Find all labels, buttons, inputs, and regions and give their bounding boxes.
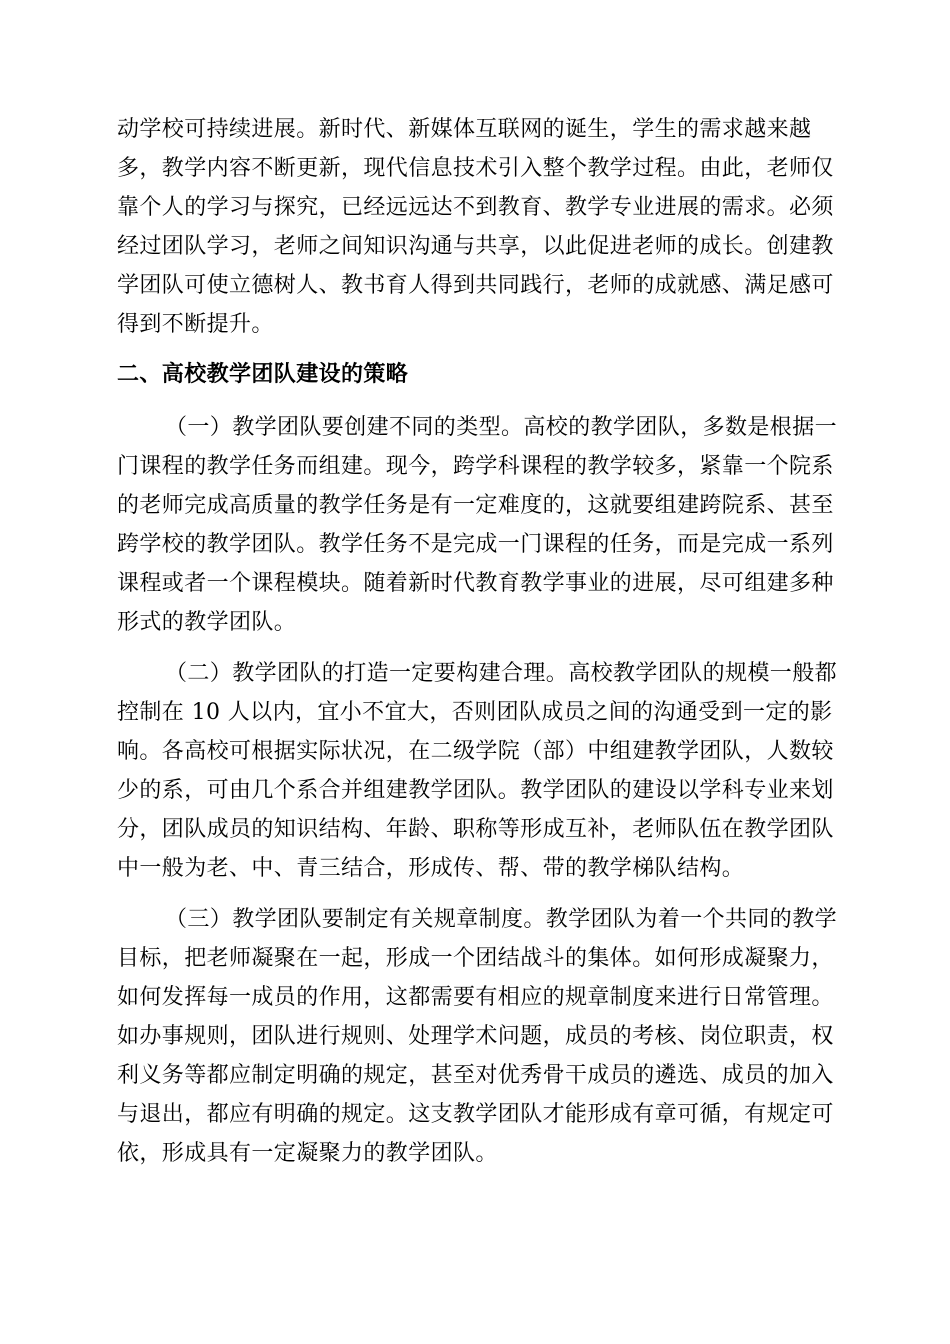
paragraph-three: [117, 900, 838, 1173]
section-heading: 二、高校教学团队建设的策略: [117, 362, 409, 387]
text-line: 课程或者一个课程模块。随着新时代教育教学事业的进展，尽可组建多种: [117, 571, 834, 596]
text-line: 如何发挥每一成员的作用，这都需要有相应的规章制度来进行日常管理。: [117, 985, 834, 1010]
text-line: 控制在 10 人以内，宜小不宜大，否则团队成员之间的沟通受到一定的影: [117, 700, 833, 725]
intro-paragraph: [117, 110, 835, 344]
text-line: 中一般为老、中、青三结合，形成传、帮、带的教学梯队结构。: [117, 856, 745, 881]
text-line: 分，团队成员的知识结构、年龄、职称等形成互补，老师队伍在教学团队: [117, 817, 834, 842]
text-line: 响。各高校可根据实际状况，在二级学院（部）中组建教学团队，人数较: [117, 739, 834, 764]
text-line: 与退出，都应有明确的规定。这支教学团队才能形成有章可循，有规定可: [117, 1102, 834, 1127]
text-line: 门课程的教学任务而组建。现今，跨学科课程的教学较多，紧靠一个院系: [117, 454, 834, 479]
paragraph-one: [117, 408, 838, 642]
text-line: 动学校可持续进展。新时代、新媒体互联网的诞生，学生的需求越来越: [117, 117, 812, 142]
text-line: 学团队可使立德树人、教书育人得到共同践行，老师的成就感、满足感可: [117, 273, 834, 298]
paragraph-two: [117, 654, 838, 888]
text-line: 如办事规则，团队进行规则、处理学术问题，成员的考核、岗位职责，权: [117, 1024, 834, 1049]
text-line: 经过团队学习，老师之间知识沟通与共享，以此促进老师的成长。创建教: [117, 234, 834, 259]
text-line: （一）教学团队要创建不同的类型。高校的教学团队，多数是根据一: [165, 415, 838, 440]
text-line: （二）教学团队的打造一定要构建合理。高校教学团队的规模一般都: [165, 661, 838, 686]
text-line: 少的系，可由几个系合并组建教学团队。教学团队的建设以学科专业来划: [117, 778, 834, 803]
text-line: 多，教学内容不断更新，现代信息技术引入整个教学过程。由此，老师仅: [117, 156, 834, 181]
text-line: （三）教学团队要制定有关规章制度。教学团队为着一个共同的教学: [165, 907, 838, 932]
text-line: 利义务等都应制定明确的规定，甚至对优秀骨干成员的遴选、成员的加入: [117, 1063, 834, 1088]
text-line: 的老师完成高质量的教学任务是有一定难度的，这就要组建跨院系、甚至: [117, 493, 834, 518]
text-line: 依，形成具有一定凝聚力的教学团队。: [117, 1141, 498, 1166]
text-line: 靠个人的学习与探究，已经远远达不到教育、教学专业进展的需求。必须: [117, 195, 834, 220]
text-line: 形式的教学团队。: [117, 610, 297, 635]
text-line: 得到不断提升。: [117, 312, 274, 337]
text-line: 目标，把老师凝聚在一起，形成一个团结战斗的集体。如何形成凝聚力，: [117, 946, 834, 971]
text-line: 跨学校的教学团队。教学任务不是完成一门课程的任务，而是完成一系列: [117, 532, 834, 557]
